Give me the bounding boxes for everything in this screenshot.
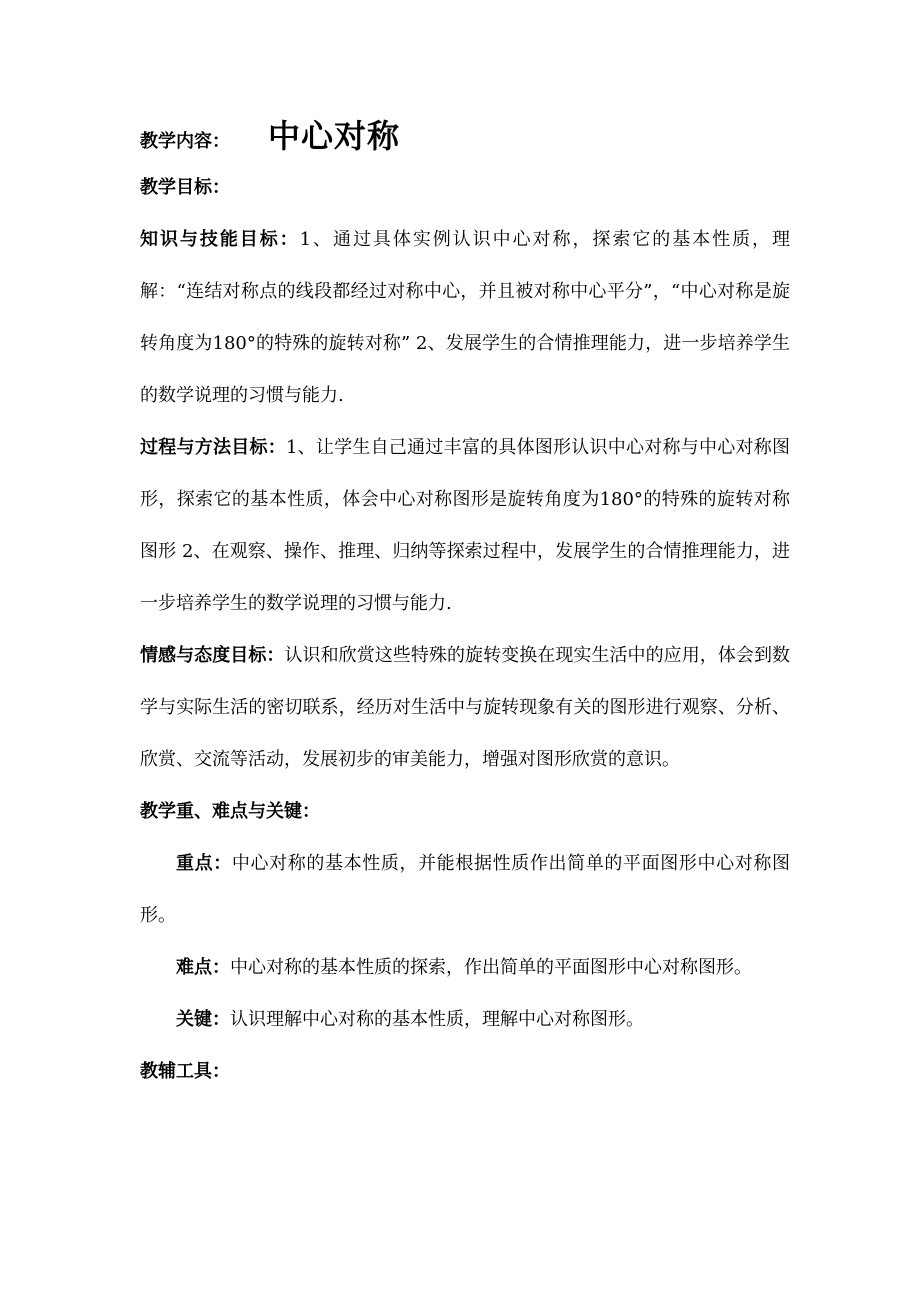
emotion-goal-label: 情感与态度目标： [140,645,285,666]
process-goal-label: 过程与方法目标： [140,437,286,458]
difficulty-paragraph [140,942,790,994]
goals-heading: 教学目标： [140,177,230,198]
difficulty-label: 难点： [176,957,230,978]
key-paragraph [140,994,790,1046]
tools-heading: 教辅工具： [140,1061,230,1082]
focus-paragraph [140,838,790,942]
page-title: 中心对称 [268,117,401,155]
knowledge-goal-text: 1、通过具体实例认识中心对称，探索它的基本性质，理解：“连结对称点的线段都经过对称中心，并且被对称中心平分”，“中心对称是旋转角度为180°的特殊的旋转对称” 2、发展学生的合情推理能力，进一步培养学生的数学说理的习惯与能力. [140,229,791,406]
emotion-goal-paragraph [140,630,790,786]
key-label: 关键： [176,1009,230,1030]
content-label: 教学内容： [140,131,230,152]
document-page [140,110,790,1098]
process-goal-text: 1、让学生自己通过丰富的具体图形认识中心对称与中心对称图形，探索它的基本性质，体会中心对称图形是旋转角度为180°的特殊的旋转对称图形 2、在观察、操作、推理、归纳等探索过程中，发展学生的合情推理能力，进一步培养学生的数学说理的习惯与能力. [140,437,790,614]
knowledge-goal-paragraph [140,214,790,422]
process-goal-paragraph [140,422,790,630]
key-points-heading: 教学重、难点与关键： [140,801,320,822]
difficulty-text: 中心对称的基本性质的探索，作出简单的平面图形中心对称图形。 [230,957,752,978]
lesson-title-row [140,110,790,162]
key-text: 认识理解中心对称的基本性质，理解中心对称图形。 [230,1009,644,1030]
focus-label: 重点： [176,853,232,874]
focus-text: 中心对称的基本性质，并能根据性质作出简单的平面图形中心对称图形。 [140,853,790,926]
knowledge-goal-label: 知识与技能目标： [140,229,300,250]
emotion-goal-text: 认识和欣赏这些特殊的旋转变换在现实生活中的应用，体会到数学与实际生活的密切联系，经历对生活中与旋转现象有关的图形进行观察、分析、欣赏、交流等活动，发展初步的审美能力，增强对图形欣赏的意识。 [140,645,791,770]
